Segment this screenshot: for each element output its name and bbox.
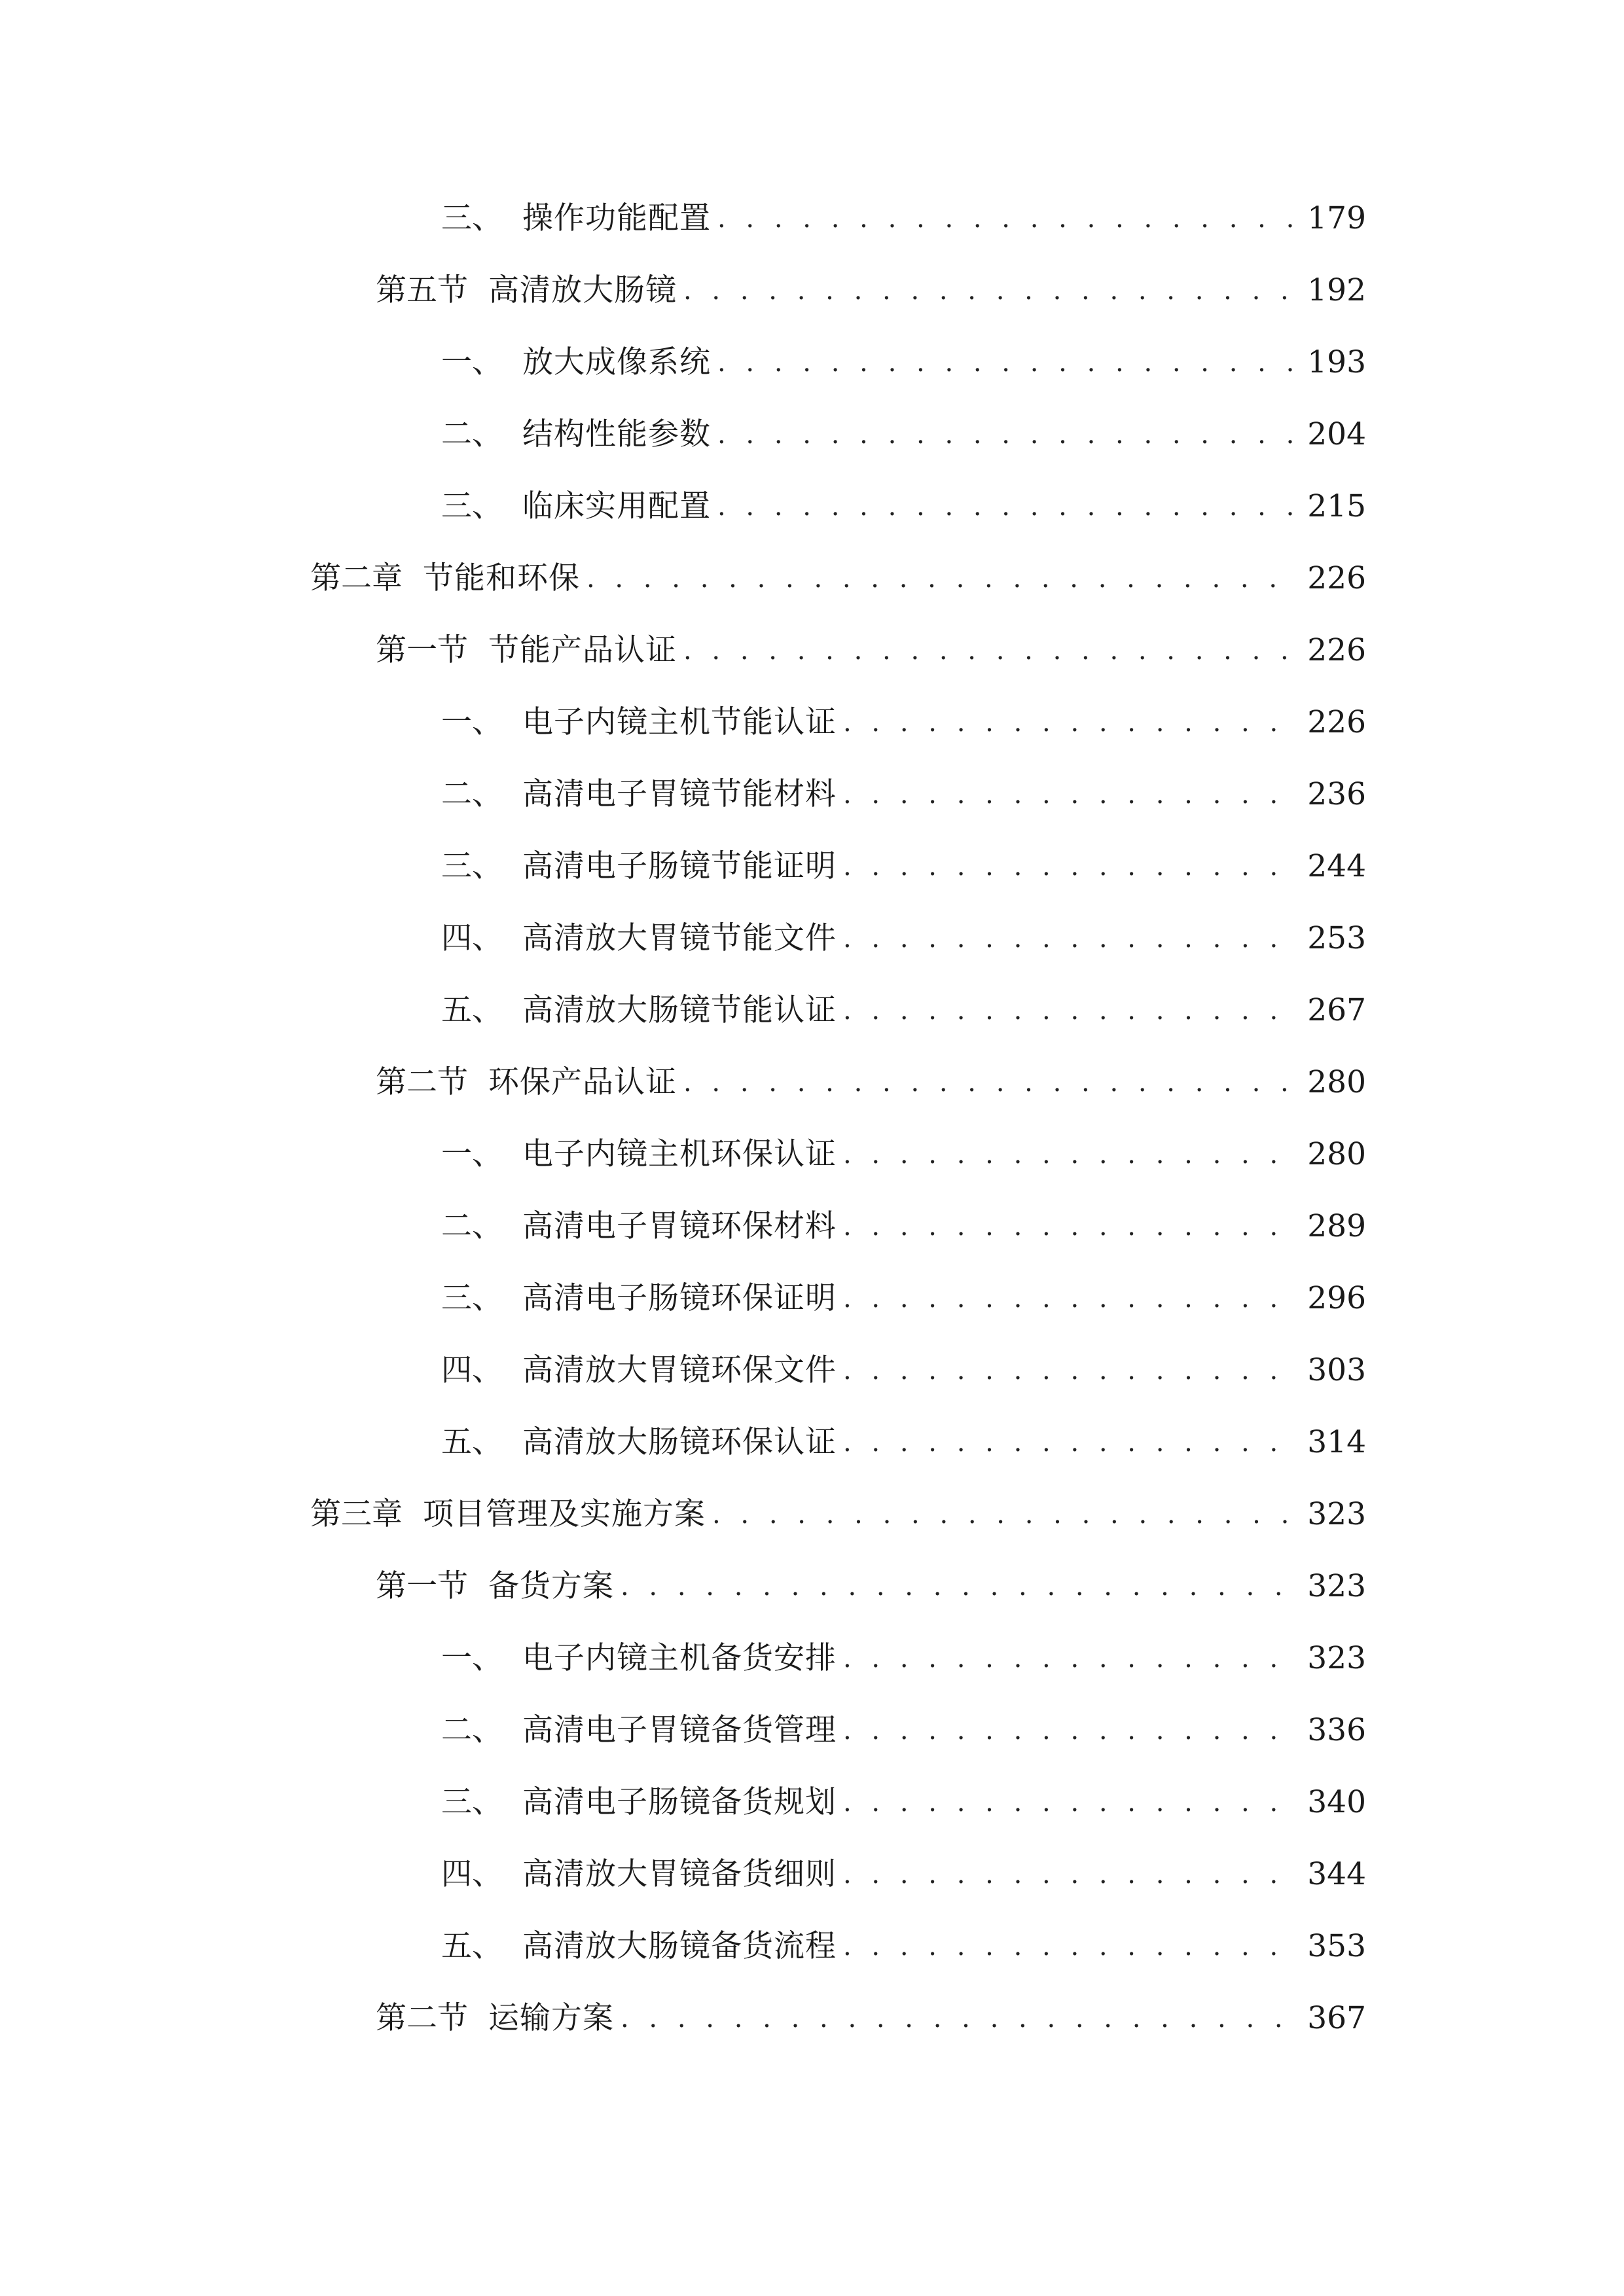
toc-entry[interactable] [441,1704,1366,1757]
dot-leader [717,480,1298,533]
toc-entry-page: 344 [1307,1856,1366,1892]
toc-entry-page: 244 [1307,848,1366,884]
toc-entry-number: 一、 [441,1640,503,1676]
toc-entry-number: 三、 [441,488,503,524]
toc-entry-number: 三、 [441,848,503,884]
toc-entry-page: 179 [1307,200,1366,236]
toc-entry[interactable] [376,624,1366,677]
toc-entry-page: 367 [1307,2000,1366,2036]
toc-entry-number: 三、 [441,200,503,236]
toc-entry-page: 236 [1307,776,1366,812]
dot-leader [843,1632,1298,1685]
toc-entry[interactable] [441,192,1366,245]
toc-entry[interactable] [441,1128,1366,1181]
dot-leader [683,624,1298,677]
toc-entry[interactable] [441,768,1366,821]
toc-entry-page: 296 [1307,1280,1366,1316]
toc-entry-number: 第二节 [376,1064,468,1100]
toc-entry-page: 323 [1307,1640,1366,1676]
dot-leader [843,1776,1298,1829]
dot-leader [712,1488,1298,1541]
toc-entry-number: 五、 [441,1928,503,1964]
toc-entry-title: 环保产品认证 [488,1064,677,1100]
toc-entry-title: 操作功能配置 [522,200,711,236]
toc-entry-title: 高清电子肠镜节能证明 [522,848,837,884]
toc-entry-page: 226 [1307,632,1366,668]
toc-entry-title: 结构性能参数 [522,416,711,452]
toc-entry[interactable] [376,1056,1366,1109]
toc-entry-number: 四、 [441,920,503,956]
toc-entry-number: 二、 [441,416,503,452]
dot-leader [843,1200,1298,1253]
toc-entry[interactable] [310,1488,1366,1541]
toc-entry-page: 336 [1307,1712,1366,1748]
toc-entry[interactable] [441,696,1366,749]
toc-entry[interactable] [441,1344,1366,1397]
toc-entry-title: 项目管理及实施方案 [423,1496,706,1532]
toc-entry-page: 340 [1307,1784,1366,1820]
toc-entry-page: 193 [1307,344,1366,380]
toc-entry[interactable] [441,1920,1366,1973]
toc-entry-number: 第一节 [376,632,468,668]
toc-entry[interactable] [441,840,1366,893]
dot-leader [843,696,1298,749]
toc-entry-page: 267 [1307,992,1366,1028]
toc-entry-number: 四、 [441,1352,503,1388]
toc-entry-page: 226 [1307,560,1366,596]
toc-entry-title: 高清电子肠镜备货规划 [522,1784,837,1820]
toc-entry[interactable] [441,1776,1366,1829]
dot-leader [843,1848,1298,1901]
toc-entry-number: 第二节 [376,2000,468,2036]
toc-entry-page: 323 [1307,1496,1366,1532]
dot-leader [843,1920,1298,1973]
toc-entry-title: 电子内镜主机备货安排 [522,1640,837,1676]
toc-entry-number: 三、 [441,1784,503,1820]
dot-leader [843,1344,1298,1397]
toc-entry-title: 节能和环保 [423,560,580,596]
toc-entry-title: 放大成像系统 [522,344,711,380]
toc-entry-number: 一、 [441,1136,503,1172]
toc-entry-page: 314 [1307,1424,1366,1460]
toc-entry-title: 高清放大胃镜节能文件 [522,920,837,956]
toc-entry-title: 高清放大肠镜备货流程 [522,1928,837,1964]
toc-entry[interactable] [441,1632,1366,1685]
dot-leader [621,1992,1298,2045]
toc-entry-page: 280 [1307,1064,1366,1100]
dot-leader [843,912,1298,965]
dot-leader [843,768,1298,821]
toc-entry[interactable] [441,336,1366,389]
toc-entry-title: 高清放大胃镜备货细则 [522,1856,837,1892]
toc-entry-page: 303 [1307,1352,1366,1388]
toc-entry[interactable] [376,1560,1366,1613]
toc-entry-title: 高清放大肠镜节能认证 [522,992,837,1028]
dot-leader [843,1704,1298,1757]
toc-entry-title: 电子内镜主机环保认证 [522,1136,837,1172]
toc-entry-title: 高清电子胃镜环保材料 [522,1208,837,1244]
toc-entry-title: 电子内镜主机节能认证 [522,704,837,740]
toc-entry-title: 运输方案 [488,2000,614,2036]
toc-entry-title: 节能产品认证 [488,632,677,668]
toc-entry[interactable] [441,912,1366,965]
toc-entry[interactable] [310,552,1366,605]
toc-entry-number: 二、 [441,1712,503,1748]
toc-entry[interactable] [441,1200,1366,1253]
toc-entry-page: 226 [1307,704,1366,740]
toc-entry[interactable] [441,408,1366,461]
toc-entry-page: 280 [1307,1136,1366,1172]
toc-entry-number: 五、 [441,992,503,1028]
toc-entry-page: 289 [1307,1208,1366,1244]
toc-entry-number: 第一节 [376,1568,468,1604]
dot-leader [843,840,1298,893]
dot-leader [843,1128,1298,1181]
toc-entry-title: 高清放大肠镜 [488,272,677,308]
dot-leader [683,1056,1298,1109]
dot-leader [621,1560,1298,1613]
toc-entry[interactable] [441,480,1366,533]
toc-entry-number: 二、 [441,1208,503,1244]
toc-entry-page: 192 [1307,272,1366,308]
toc-entry-page: 353 [1307,1928,1366,1964]
toc-entry-title: 高清电子胃镜节能材料 [522,776,837,812]
toc-entry-page: 215 [1307,488,1366,524]
toc-entry[interactable] [441,1272,1366,1325]
toc-entry-title: 高清电子胃镜备货管理 [522,1712,837,1748]
toc-entry-number: 第五节 [376,272,468,308]
toc-entry-number: 一、 [441,704,503,740]
toc-entry[interactable] [441,1848,1366,1901]
toc-entry-number: 五、 [441,1424,503,1460]
toc-entry-number: 三、 [441,1280,503,1316]
toc-entry-number: 一、 [441,344,503,380]
toc-entry[interactable] [376,264,1366,317]
toc-entry-title: 高清放大胃镜环保文件 [522,1352,837,1388]
dot-leader [683,264,1298,317]
toc-entry-number: 第三章 [310,1496,403,1532]
dot-leader [717,336,1298,389]
dot-leader [843,1416,1298,1469]
toc-entry-title: 备货方案 [488,1568,614,1604]
dot-leader [717,408,1298,461]
dot-leader [843,984,1298,1037]
toc-entry-number: 二、 [441,776,503,812]
toc-entry-page: 323 [1307,1568,1366,1604]
dot-leader [586,552,1298,605]
toc-entry-number: 第二章 [310,560,403,596]
toc-entry-title: 高清电子肠镜环保证明 [522,1280,837,1316]
toc-entry-title: 临床实用配置 [522,488,711,524]
dot-leader [843,1272,1298,1325]
toc-entry-title: 高清放大肠镜环保认证 [522,1424,837,1460]
toc-entry[interactable] [441,984,1366,1037]
toc-entry-number: 四、 [441,1856,503,1892]
dot-leader [717,192,1298,245]
toc-entry-page: 204 [1307,416,1366,452]
toc-entry-page: 253 [1307,920,1366,956]
toc-entry[interactable] [441,1416,1366,1469]
toc-entry[interactable] [376,1992,1366,2045]
